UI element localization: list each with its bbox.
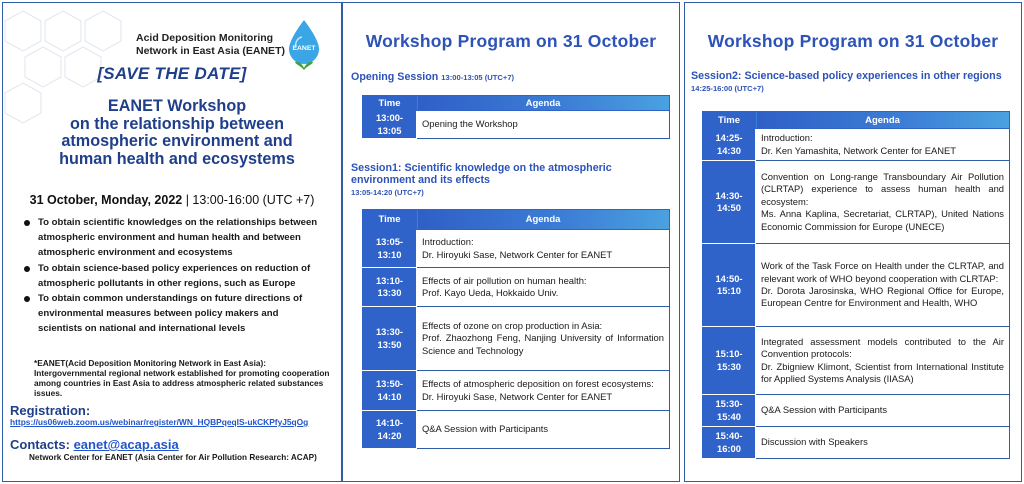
agenda-speaker: Prof. Kayo Ueda, Hokkaido Univ. [422, 287, 559, 298]
agenda-topic: Integrated assessment models contributed to the Air Convention protocols: [761, 335, 1004, 360]
workshop-title-line4: human health and ecosystems [59, 149, 295, 168]
table-row [363, 230, 670, 268]
agenda-topic: Convention on Long-range Transboundary Air Pollution (CLRTAP) experience to assess human health and ecosystem: [761, 170, 1004, 207]
bullet-icon [24, 266, 30, 272]
table-row [703, 327, 1010, 395]
agenda-cell [756, 427, 1010, 459]
opening-session-time: 13:00-13:05 (UTC+7) [441, 73, 515, 82]
contacts-line [10, 437, 179, 452]
workshop-title-line1: EANET Workshop [107, 97, 247, 115]
program-title: Workshop Program on 31 October [365, 31, 657, 51]
organization-name-line2: Network in East Asia (EANET) [136, 45, 285, 57]
opening-session-label: Opening Session [351, 71, 439, 83]
table-header-row [703, 112, 1010, 129]
objective-text: To obtain common understandings on future directions of environmental measures between policy makers and scientists on national and international levels [38, 293, 303, 335]
agenda-cell [417, 411, 670, 449]
agenda-speaker: Dr. Dorota Jarosinska, WHO Regional Office for Europe, European Centre for Environment and Health, WHO [761, 285, 1004, 309]
time-end: 15:10 [717, 285, 741, 296]
agenda-speaker: Dr. Hiroyuki Sase, Network Center for EANET [422, 248, 613, 260]
time-end: 15:30 [717, 360, 741, 372]
time-start: 15:10- [715, 348, 743, 360]
table-row [363, 307, 670, 371]
time-end: 13:30 [377, 287, 402, 298]
contacts-organization: Network Center for EANET (Asia Center for Air Pollution Research: ACAP) [29, 453, 317, 462]
time-cell [363, 371, 417, 411]
time-cell [703, 427, 756, 459]
time-start: 13:05- [375, 236, 404, 248]
agenda-cell [756, 161, 1010, 244]
agenda-topic: Introduction: [761, 132, 813, 144]
objective-item [24, 291, 324, 337]
time-cell [363, 230, 417, 268]
bullet-icon [24, 220, 30, 226]
agenda-column-header: Agenda [417, 210, 670, 230]
time-cell [363, 111, 417, 139]
time-cell [363, 268, 417, 307]
program-panel-1 [342, 2, 680, 482]
workshop-date-time: | 13:00-16:00 (UTC +7) [182, 193, 315, 207]
agenda-speaker: Dr. Hiroyuki Sase, Network Center for EANET [422, 390, 613, 402]
contact-email-link[interactable]: eanet@acap.asia [73, 437, 179, 452]
time-end: 13:50 [377, 338, 402, 350]
registration-link[interactable]: https://us06web.zoom.us/webinar/register/WN_HQBPqeqIS-ukCKPfyJ5qOg [10, 417, 309, 427]
table-row [363, 411, 670, 449]
time-end: 14:10 [377, 390, 402, 402]
objective-text: To obtain science-based policy experiences on reduction of atmospheric pollutants in other regions, such as Europe [38, 262, 311, 289]
contacts-label: Contacts: [10, 437, 74, 452]
table-row [703, 244, 1010, 327]
registration-label: Registration: [10, 403, 91, 418]
program-title: Workshop Program on 31 October [707, 31, 999, 51]
time-start: 15:30- [715, 398, 743, 410]
time-cell [363, 411, 417, 449]
objectives-list [24, 215, 324, 337]
time-column-header: Time [703, 112, 756, 129]
save-the-date-flyer [2, 2, 342, 482]
time-cell [703, 244, 756, 327]
agenda-speaker: Prof. Zhaozhong Feng, Nanjing University of Information Science and Technology [422, 332, 664, 356]
opening-session-heading [351, 72, 514, 84]
time-cell [703, 327, 756, 395]
session1-label-line2: environment and its effects [351, 173, 490, 186]
workshop-date-bold: 31 October, Monday, 2022 [29, 193, 183, 207]
workshop-title-line2: on the relationship between [69, 114, 285, 133]
agenda-cell [417, 230, 670, 268]
table-row [703, 427, 1010, 459]
agenda-cell [417, 307, 670, 371]
agenda-speaker: Dr. Ken Yamashita, Network Center for EANET [761, 144, 957, 156]
agenda-cell [417, 371, 670, 411]
time-end: 13:10 [377, 248, 402, 260]
time-end: 16:00 [717, 442, 741, 454]
eanet-footnote: *EANET(Acid Deposition Monitoring Network in East Asia): Intergovernmental regional network established for promoting cooperation among countries in East Asia to address atmospheric related substances issues. [34, 358, 330, 399]
time-start: 15:40- [715, 430, 743, 442]
workshop-title [39, 98, 315, 168]
time-column-header: Time [363, 96, 417, 111]
agenda-topic: Q&A Session with Participants [422, 423, 549, 435]
session1-heading [351, 163, 676, 186]
time-start: 14:25- [715, 132, 743, 144]
table-row [363, 268, 670, 307]
session1-time: 13:05-14:20 (UTC+7) [351, 188, 424, 197]
agenda-topic: Work of the Task Force on Health under the CLRTAP, and relevant work of WHO beyond cooperation with CLRTAP: [761, 260, 1004, 284]
time-cell [363, 307, 417, 371]
time-cell [703, 161, 756, 244]
save-the-date-heading: [SAVE THE DATE] [97, 64, 247, 83]
time-start: 14:10- [375, 417, 404, 429]
session2-time: 14:25-16:00 (UTC+7) [691, 84, 764, 93]
logo-text: EANET [292, 45, 316, 52]
table-header-row [363, 96, 670, 111]
program-panel-2 [684, 2, 1022, 482]
agenda-cell [756, 327, 1010, 395]
organization-name-line1: Acid Deposition Monitoring [136, 32, 274, 44]
agenda-column-header: Agenda [756, 112, 1010, 129]
table-row [363, 371, 670, 411]
workshop-date [3, 193, 341, 207]
time-start: 14:50- [715, 272, 743, 284]
time-end: 14:20 [377, 429, 402, 441]
session2-heading: Session2: Science-based policy experiences in other regions [691, 70, 1002, 82]
organization-name [136, 32, 285, 58]
workshop-title-line3: atmospheric environment and [61, 132, 293, 150]
bullet-icon [24, 296, 30, 302]
agenda-speaker: Ms. Anna Kaplina, Secretariat, CLRTAP), United Nations Economic Commission for Europe (UNECE) [761, 208, 1004, 232]
table-row [703, 395, 1010, 427]
objective-item [24, 215, 324, 261]
table-row [703, 129, 1010, 161]
agenda-speaker: Dr. Zbigniew Klimont, Scientist from International Institute for Applied Systems Analysis (IIASA) [761, 360, 1004, 384]
agenda-topic: Effects of atmospheric deposition on forest ecosystems: [422, 378, 654, 390]
agenda-column-header: Agenda [417, 96, 670, 111]
objective-text: To obtain scientific knowledges on the relationships between atmospheric environment and human health and between atmospheric environment and ecosystems [38, 217, 318, 259]
time-end: 15:40 [717, 410, 741, 422]
session1-table [362, 209, 670, 449]
session2-table [702, 111, 1010, 459]
session1-label-line1: Session1: Scientific knowledge on the atmospheric [351, 162, 612, 174]
time-end: 14:50 [717, 202, 741, 213]
time-cell [703, 395, 756, 427]
time-start: 13:10- [375, 274, 404, 286]
time-end: 13:05 [377, 124, 402, 136]
time-end: 14:30 [717, 144, 741, 156]
agenda-topic: Q&A Session with Participants [761, 404, 888, 416]
table-header-row [363, 210, 670, 230]
time-start: 13:00- [375, 112, 404, 124]
agenda-cell [756, 244, 1010, 327]
time-column-header: Time [363, 210, 417, 230]
opening-session-table [362, 95, 670, 139]
agenda-topic: Effects of air pollution on human health: [422, 274, 587, 286]
objective-item [24, 261, 324, 291]
time-cell [703, 129, 756, 161]
agenda-cell [756, 395, 1010, 427]
time-start: 13:30- [375, 326, 404, 338]
time-start: 14:30- [715, 189, 743, 201]
agenda-cell: Opening the Workshop [417, 111, 670, 139]
agenda-topic: Introduction: [422, 236, 474, 248]
table-row [703, 161, 1010, 244]
agenda-cell [417, 268, 670, 307]
time-start: 13:50- [375, 378, 404, 390]
agenda-topic: Effects of ozone on crop production in Asia: [422, 319, 603, 331]
agenda-cell [756, 129, 1010, 161]
agenda-topic: Discussion with Speakers [761, 436, 868, 448]
table-row [363, 111, 670, 139]
